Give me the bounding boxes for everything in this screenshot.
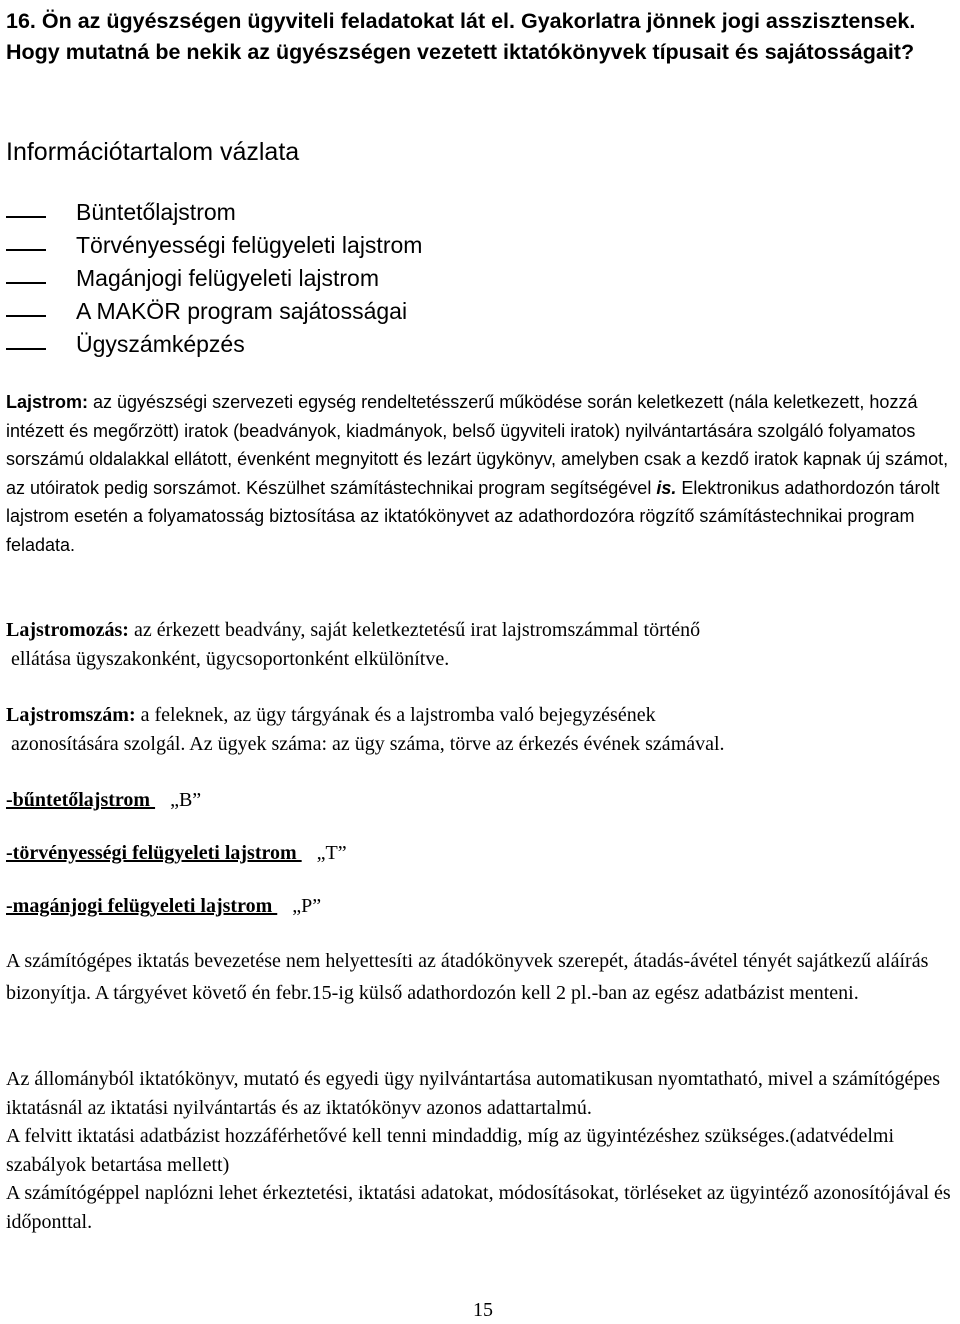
outline-item: Büntetőlajstrom (6, 196, 422, 229)
lajstrom-term: Lajstrom: (6, 392, 89, 412)
outline-list (6, 196, 422, 361)
lajstromozas-term: Lajstromozás: (6, 619, 129, 641)
emphasis-is: is. (656, 477, 677, 498)
code-line-t: -törvényességi felügyeleti lajstrom „T” (6, 842, 347, 864)
dash-icon (6, 315, 46, 317)
dash-icon (6, 216, 46, 218)
inventory-paragraph: Az állományból iktatókönyv, mutató és egyedi ügy nyilvántartása automatikusan nyomtatható, mivel a számítógépes iktatásnál az iktatási nyilvántartás és az iktatókönyv azonos adattartalmú. A felvitt iktatási adatbázist hozzáférhetővé kell tenni mindaddig, míg az ügyintézéshez szükséges.(adatvédelmi szabályok betartása mellett) A számítógéppel naplózni lehet érkeztetési, iktatási adatokat, módosításokat, törléseket az ügyintéző azonosítójával és időponttal. (6, 1068, 951, 1233)
page-number: 15 (473, 1299, 493, 1321)
lajstromszam-definition: Lajstromszám: a feleknek, az ügy tárgyának és a lajstromba való bejegyzésének azonosítására szolgál. Az ügyek száma: az ügy száma, törve az érkezés évének számával. (6, 704, 725, 755)
dash-icon (6, 249, 46, 251)
lajstromozas-definition: Lajstromozás: az érkezett beadvány, saját keletkeztetésű irat lajstromszámmal történő ellátása ügyszakonként, ügycsoportonként elkülönítve. (6, 619, 701, 670)
question-title: 16. Ön az ügyészségen ügyviteli feladatokat lát el. Gyakorlatra jönnek jogi asszisztensek. Hogy mutatná be nekik az ügyészségen vezetett iktatókönyvek típusait és sajátosságait? (6, 9, 916, 64)
outline-item: Ügyszámképzés (6, 328, 422, 361)
outline-title: Információtartalom vázlata (6, 138, 300, 166)
code-line-p: -magánjogi felügyeleti lajstrom „P” (6, 895, 322, 917)
computer-registration-paragraph: A számítógépes iktatás bevezetése nem helyettesíti az átadókönyvek szerepét, átadás-ávétel tényét sajátkezű aláírás bizonyítja. A tárgyévet követő én febr.15-ig külső adathordozón kell 2 pl.-ban az egész adatbázist menteni. (6, 950, 929, 1004)
outline-item: Törvényességi felügyeleti lajstrom (6, 229, 422, 262)
dash-icon (6, 282, 46, 284)
dash-icon (6, 348, 46, 350)
outline-item: A MAKÖR program sajátosságai (6, 295, 422, 328)
lajstrom-definition: Lajstrom: az ügyészségi szervezeti egység rendeltetésszerű működése során keletkezett (nála keletkezett, hozzá intézett és megőrzött) iratok (beadványok, kiadmányok, belső ügyviteli iratok) nyilvántartására szolgáló folyamatos sorszámú oldalakkal ellátott, évenként megnyitott és lezárt ügykönyv, amelyben csak a kezdő iratok kapnak új számot, az utóiratok pedig sorszámot. Készülhet számítástechnikai program segítségével is. Elektronikus adathordozón tárolt lajstrom esetén a folyamatosság biztosítása az iktatókönyvet az adathordozóra rögzítő számítástechnikai program feladata. (6, 392, 949, 555)
outline-item: Magánjogi felügyeleti lajstrom (6, 262, 422, 295)
code-line-b: -bűntetőlajstrom „B” (6, 789, 202, 811)
lajstromszam-term: Lajstromszám: (6, 704, 136, 726)
